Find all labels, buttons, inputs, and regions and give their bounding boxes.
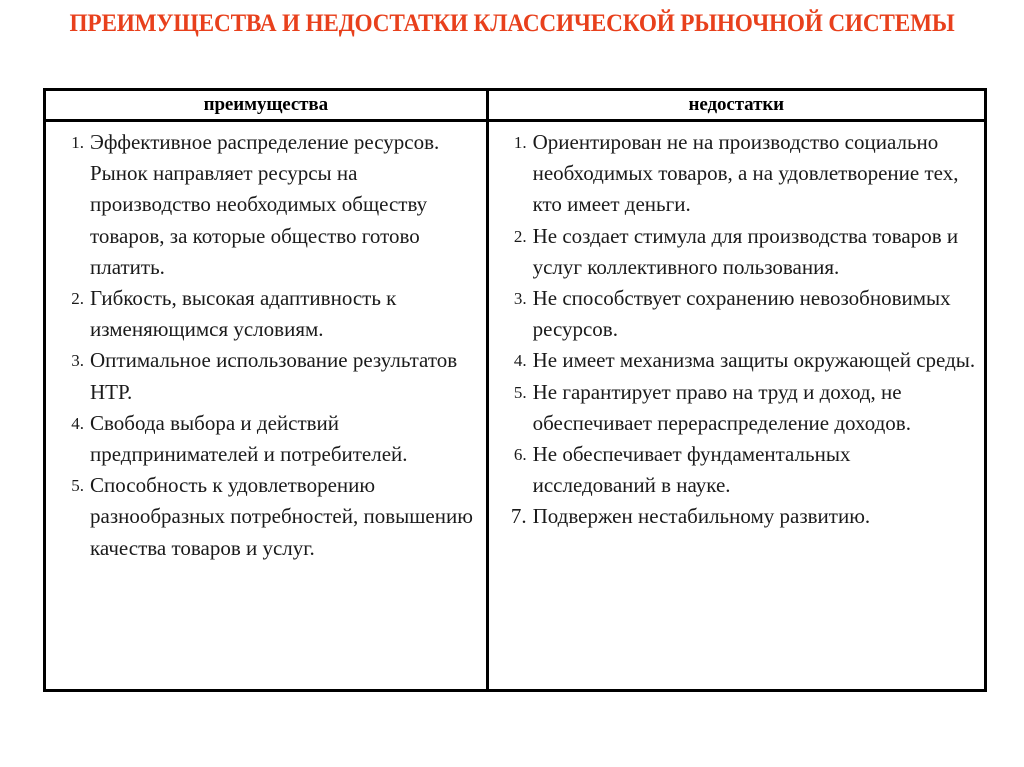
column-header-advantages: преимущества — [46, 91, 486, 122]
list-item-number: 3. — [71, 351, 84, 371]
list-item-number: 3. — [513, 289, 527, 309]
list-item-number: 5. — [71, 476, 84, 496]
list-item-number: 2. — [513, 226, 527, 246]
list-item — [50, 408, 478, 470]
list-item — [50, 283, 478, 345]
list-item — [493, 221, 976, 283]
list-item-text: Эффективное распределение ресурсов. Рынок направляет ресурсы на производство необходимых обществу товаров, за которые общество готово платить. — [90, 130, 440, 279]
list-item — [493, 377, 976, 439]
list-item-number: 5. — [513, 382, 527, 402]
list-item-text: Гибкость, высокая адаптивность к изменяющимся условиям. — [90, 286, 397, 342]
list-item-text: Не гарантирует право на труд и доход, не обеспечивает перераспределение доходов. — [532, 379, 911, 435]
list-item — [50, 345, 478, 407]
column-body-disadvantages — [489, 122, 984, 689]
comparison-table — [43, 88, 987, 692]
page-title: ПРЕИМУЩЕСТВА И НЕДОСТАТКИ КЛАССИЧЕСКОЙ РЫНОЧНОЙ СИСТЕМЫ — [69, 10, 955, 37]
list-item-number: 4. — [71, 413, 84, 433]
list-item — [493, 345, 976, 376]
list-item-number: 7. — [510, 504, 527, 529]
table-inner — [46, 91, 984, 689]
list-item-text: Ориентирован не на производство социально необходимых товаров, а на удовлетворение тех, кто имеет деньги. — [532, 130, 959, 217]
list-item-number: 1. — [513, 133, 527, 152]
list-item-number: 4. — [513, 351, 527, 371]
column-header-disadvantages: недостатки — [489, 91, 984, 122]
disadvantages-list — [493, 127, 976, 533]
list-item-text: Не обеспечивает фундаментальных исследований в науке. — [532, 442, 851, 498]
list-item-text: Подвержен нестабильному развитию. — [532, 504, 871, 529]
list-item-text: Не создает стимула для производства товаров и услуг коллективного пользования. — [532, 223, 959, 279]
list-item-text: Оптимальное использование результатов НТР. — [90, 348, 458, 404]
list-item — [493, 501, 976, 532]
table-column-disadvantages — [489, 91, 984, 689]
list-item-text: Не имеет механизма защиты окружающей среды. — [532, 348, 976, 373]
list-item — [493, 439, 976, 501]
list-item-text: Не способствует сохранению невозобновимых ресурсов. — [532, 286, 951, 342]
list-item-number: 6. — [513, 445, 527, 465]
list-item-number: 1. — [71, 133, 84, 152]
advantages-list — [50, 127, 478, 564]
list-item — [493, 127, 976, 221]
list-item-text: Способность к удовлетворению разнообразных потребностей, повышению качества товаров и услуг. — [90, 473, 473, 560]
column-body-advantages — [46, 122, 486, 689]
list-item-text: Свобода выбора и действий предпринимателей и потребителей. — [90, 410, 408, 467]
list-item — [50, 127, 478, 283]
list-item — [493, 283, 976, 345]
table-column-advantages — [46, 91, 489, 689]
list-item-number: 2. — [71, 289, 84, 309]
list-item — [50, 470, 478, 564]
